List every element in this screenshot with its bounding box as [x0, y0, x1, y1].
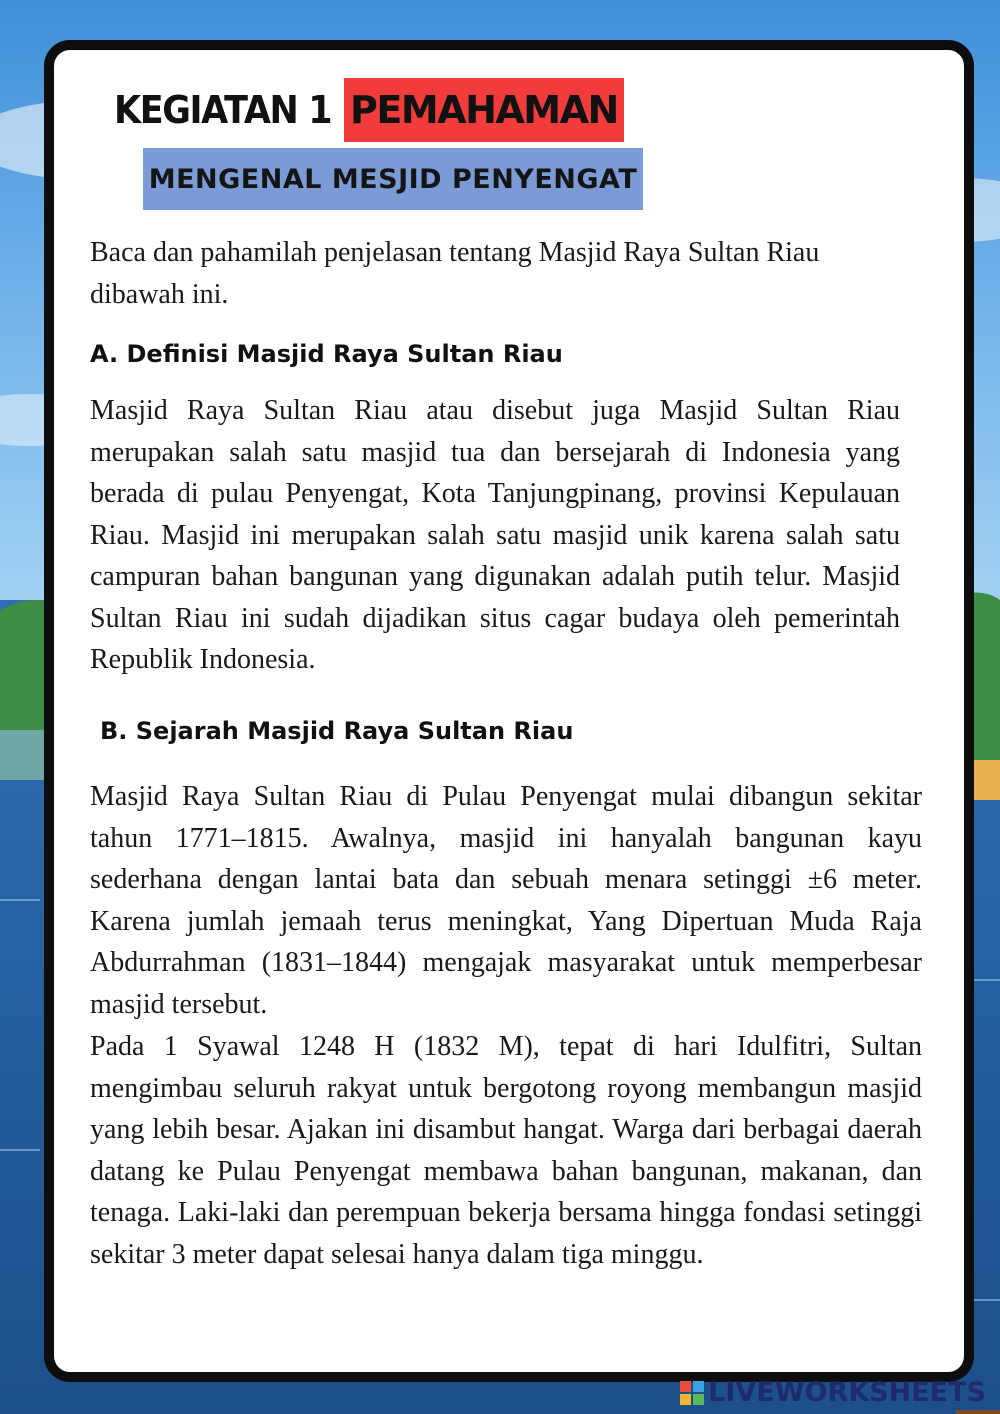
section-b-heading: B. Sejarah Masjid Raya Sultan Riau: [100, 717, 574, 745]
liveworksheets-watermark: [680, 1377, 986, 1408]
watermark-text: LIVEWORKSHEETS: [708, 1377, 986, 1408]
section-a-paragraph: Masjid Raya Sultan Riau atau disebut juga Masjid Sultan Riau merupakan salah satu masjid tua dan bersejarah di Indonesia yang berada di pulau Penyengat, Kota Tanjungpinang, provinsi Kepulauan Riau. Masjid ini merupakan salah satu masjid unik karena salah satu campuran bahan bangunan yang digunakan adalah putih telur. Masjid Sultan Riau ini sudah dijadikan situs cagar budaya oleh pemerintah Republik Indonesia.: [90, 395, 900, 675]
section-b-paragraph-1: Masjid Raya Sultan Riau di Pulau Penyengat mulai dibangun sekitar tahun 1771–1815. Awalnya, masjid ini hanyalah bangunan kayu sederhana dengan lantai bata dan sebuah menara setinggi ±6 meter. Karena jumlah jemaah terus meningkat, Yang Dipertuan Muda Raja Abdurrahman (1831–1844) mengajak masyarakat untuk memperbesar masjid tersebut.: [90, 781, 922, 1020]
section-b-paragraph-2: Pada 1 Syawal 1248 H (1832 M), tepat di hari Idulfitri, Sultan mengimbau seluruh rakyat untuk bergotong royong membangun masjid yang lebih besar. Ajakan ini disambut hangat. Warga dari berbagai daerah datang ke Pulau Penyengat membawa bahan bangunan, makanan, dan tenaga. Laki-laki dan perempuan bekerja bersama hingga fondasi setinggi sekitar 3 meter dapat selesai hanya dalam tiga minggu.: [90, 1031, 922, 1270]
subtitle-banner: MENGENAL MESJID PENYENGAT: [143, 148, 643, 210]
activity-title: KEGIATAN 1: [114, 88, 332, 132]
activity-highlight: PEMAHAMAN: [344, 78, 624, 142]
section-a-heading: A. Definisi Masjid Raya Sultan Riau: [90, 340, 563, 368]
intro-text: Baca dan pahamilah penjelasan tentang Masjid Raya Sultan Riau dibawah ini.: [90, 237, 820, 310]
worksheet-card: [44, 40, 974, 1382]
title-row: [114, 78, 624, 142]
liveworksheets-logo-icon: [680, 1381, 704, 1405]
